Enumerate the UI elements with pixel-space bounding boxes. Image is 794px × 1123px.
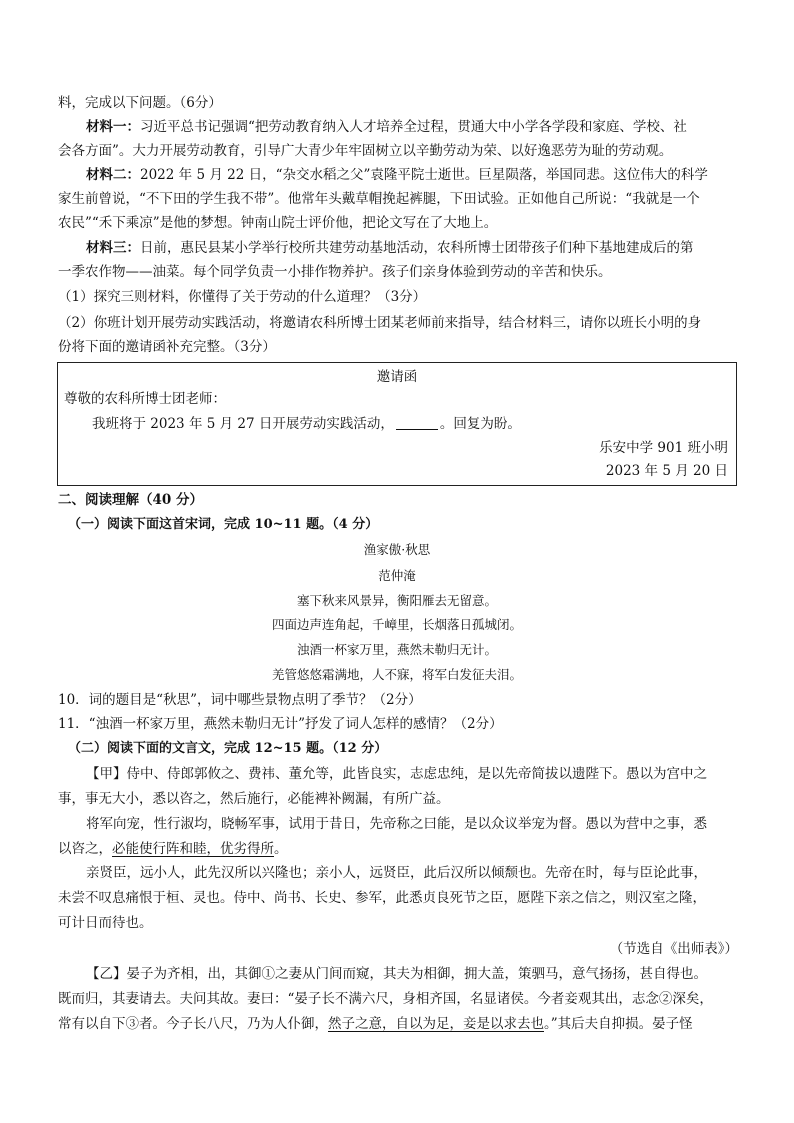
- poem-line: 浊酒一杯家万里，燕然未勒归无计。: [296, 642, 497, 657]
- poem-line: 羌管悠悠霜满地，人不寐，将军白发征夫泪。: [271, 667, 522, 682]
- question-2: （2）你班计划开展劳动实践活动，将邀请农科所博士团某老师前来指导，结合材料三，请你以班长小明的身: [58, 315, 702, 331]
- invitation-signer: 乐安中学 901 班小明: [599, 440, 728, 456]
- material-1-cont: 会各方面”。大力开展劳动教育，引导广大青少年牢固树立以辛勤劳动为荣、以好逸恶劳为耻的劳动观。: [58, 143, 673, 159]
- invitation-date: 2023 年 5 月 20 日: [605, 463, 728, 479]
- underlined-sentence: 然子之意，自以为足，妾是以求去也: [328, 1016, 544, 1032]
- question-11: 11．“浊酒一杯家万里，燕然未勒归无计”抒发了词人怎样的感情？（2分）: [58, 716, 503, 732]
- material-2: 材料二：2022 年 5 月 22 日，“杂交水稻之父”袁隆平院士逝世。巨星陨落，举国同悲。这位伟大的科学: [86, 167, 708, 183]
- question-1: （1）探究三则材料，你懂得了关于劳动的什么道理？（3分）: [58, 289, 427, 305]
- yi-p1: 【乙】晏子为齐相，出，其御①之妻从门间而窥，其夫为相御，拥大盖，策驷马，意气扬扬，甚自得也。: [86, 966, 707, 982]
- invitation-body: 我班将于 2023 年 5 月 27 日开展劳动实践活动， 。回复为盼。: [92, 416, 521, 432]
- material-3-label: 材料三：: [86, 240, 140, 256]
- poem-line: 四面边声连角起，千嶂里，长烟落日孤城闭。: [271, 617, 522, 632]
- question-2-cont: 份将下面的邀请函补充完整。（3分）: [58, 339, 276, 355]
- invitation-box: [57, 362, 737, 486]
- jia-p3-cont2: 可计日而待也。: [58, 915, 153, 931]
- poem-line: 塞下秋来风景异，衡阳雁去无留意。: [296, 593, 497, 608]
- invitation-blank[interactable]: [396, 415, 438, 430]
- part-2-title: （二）阅读下面的文言文，完成 12~15 题。（12 分）: [68, 741, 388, 756]
- material-2-label: 材料二：: [86, 167, 140, 183]
- material-3-cont: 一季农作物——油菜。每个同学负责一小排作物养护。孩子们亲身体验到劳动的辛苦和快乐。: [58, 264, 612, 280]
- jia-p2-cont: 以咨之，必能使行阵和睦，优劣得所。: [58, 841, 288, 857]
- poem-title: 渔家傲·秋思: [363, 542, 431, 557]
- poem-author: 范仲淹: [378, 568, 416, 583]
- jia-p3: 亲贤臣，远小人，此先汉所以兴隆也；亲小人，远贤臣，此后汉所以倾颓也。先帝在时，每与臣论此事，: [86, 865, 707, 881]
- material-1-label: 材料一：: [86, 119, 140, 135]
- question-10: 10．词的题目是“秋思”，词中哪些景物点明了季节？（2分）: [58, 692, 422, 708]
- section-2-title: 二、阅读理解（40 分）: [58, 492, 203, 508]
- yi-p1-cont2: 常有以自下③者。今子长八尺，乃为人仆御，然子之意，自以为足，妾是以求去也。”其后夫自抑损。晏子怪: [58, 1016, 693, 1032]
- invitation-title: 邀请函: [376, 369, 418, 385]
- jia-source: （节选自《出师表》）: [609, 941, 738, 957]
- jia-p2: 将军向宠，性行淑均，晓畅军事，试用于昔日，先帝称之曰能，是以众议举宠为督。愚以为营中之事，悉: [86, 816, 707, 832]
- material-2-cont: 家生前曾说，“不下田的学生我不带”。他常年头戴草帽挽起裤腿，下田试验。正如他自己所说：“我就是一个: [58, 191, 700, 207]
- jia-p1-cont: 事，事无大小，悉以咨之，然后施行，必能裨补阙漏，有所广益。: [58, 791, 450, 807]
- part-1-title: （一）阅读下面这首宋词，完成 10~11 题。（4 分）: [68, 517, 379, 532]
- material-1: 材料一：习近平总书记强调“把劳动教育纳入人才培养全过程，贯通大中小学各学段和家庭、学校、社: [86, 119, 687, 135]
- invitation-greeting: 尊敬的农科所博士团老师：: [64, 391, 226, 407]
- yi-p1-cont: 既而归，其妻请去。夫问其故。妻曰：“晏子长不满六尺，身相齐国，名显诸侯。今者妾观其出，志念②深矣，: [58, 991, 713, 1007]
- intro-line: 料，完成以下问题。（6分）: [58, 95, 222, 111]
- material-3: 材料三：日前，惠民县某小学举行校所共建劳动基地活动，农科所博士团带孩子们种下基地建成后的第: [86, 240, 694, 256]
- jia-p3-cont: 未尝不叹息痛恨于桓、灵也。侍中、尚书、长史、参军，此悉贞良死节之臣，愿陛下亲之信之，则汉室之隆，: [58, 890, 706, 906]
- underlined-sentence: 必能使行阵和睦，优劣得所: [112, 841, 274, 857]
- jia-p1: 【甲】侍中、侍郎郭攸之、费祎、董允等，此皆良实，志虑忠纯，是以先帝简拔以遗陛下。愚以为宫中之: [86, 766, 707, 782]
- material-2-cont2: 农民”“禾下乘凉”是他的梦想。钟南山院士评价他，把论文写在了大地上。: [58, 215, 498, 231]
